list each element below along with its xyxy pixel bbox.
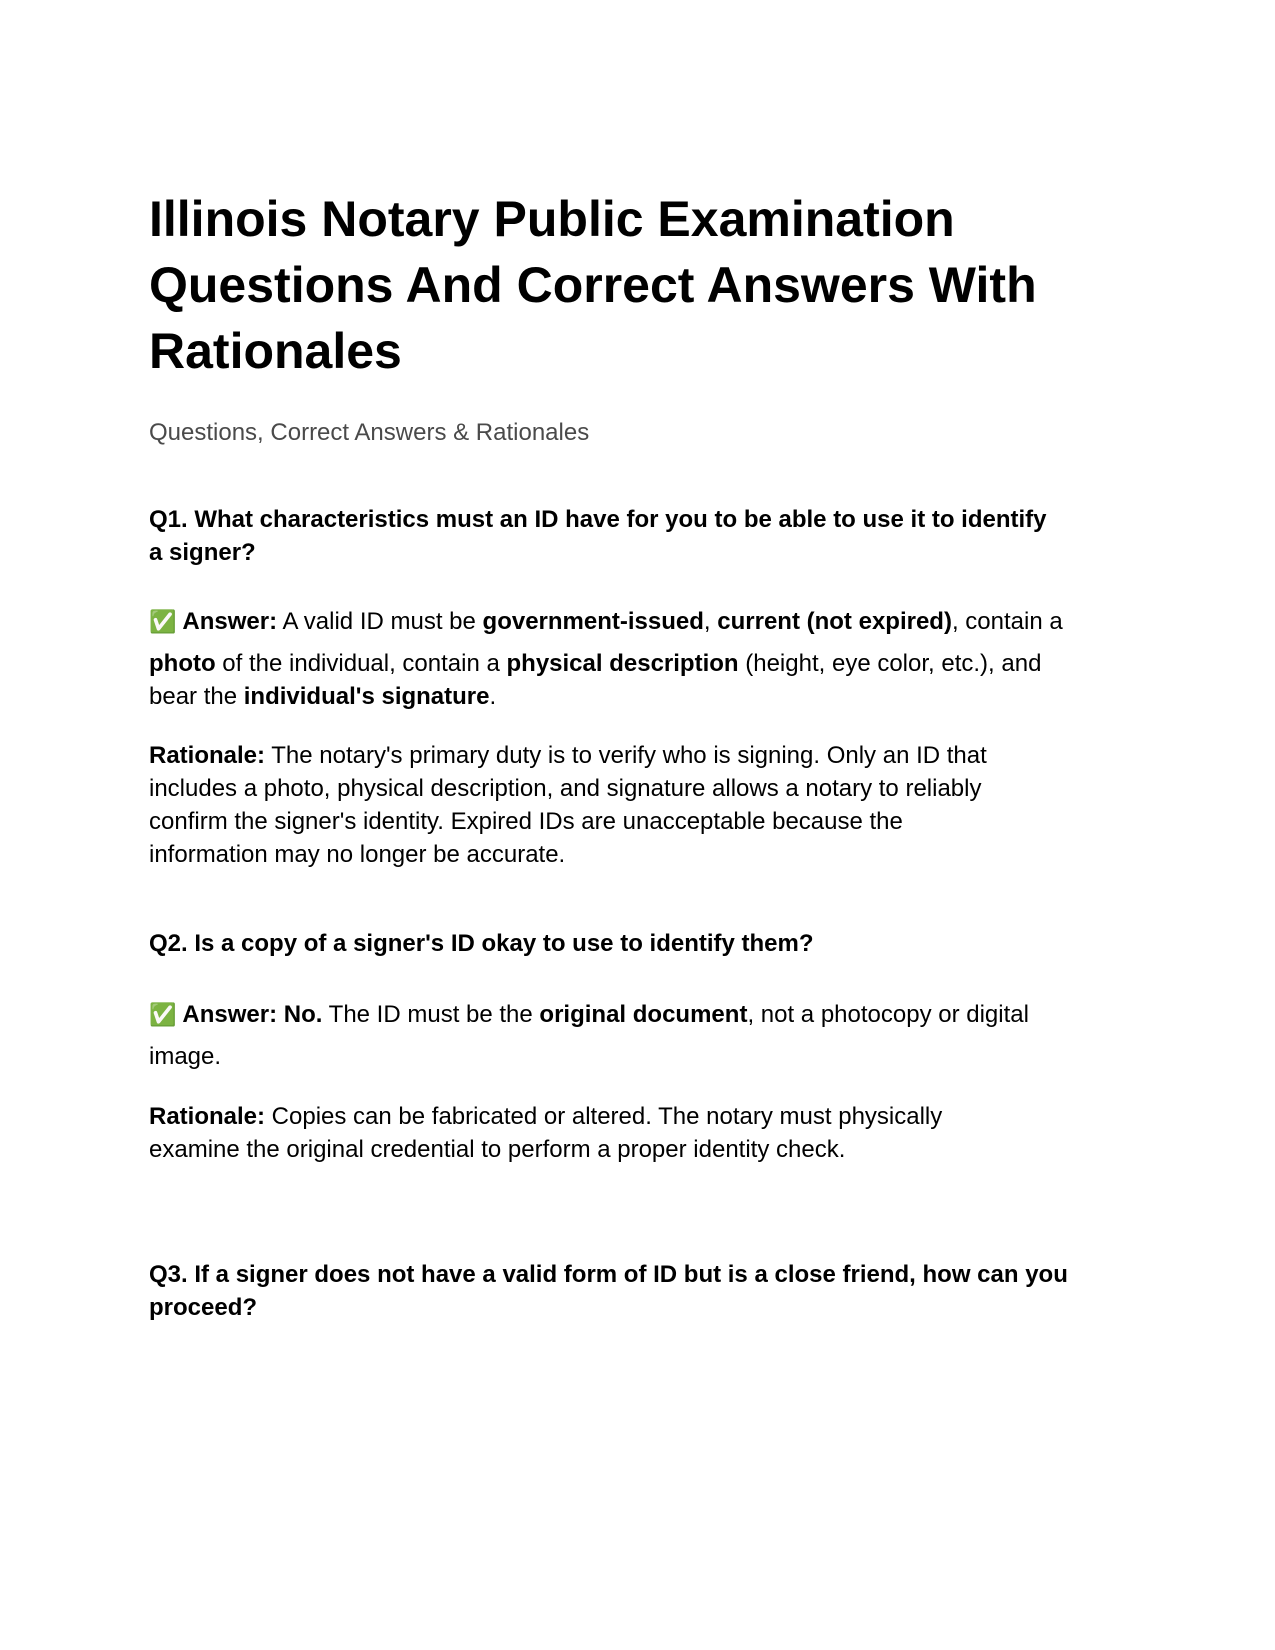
rationale-2-label: Rationale: [149, 1103, 266, 1130]
question-1: Q1. What characteristics must an ID have for you to be able to use it to identify a signer? [149, 506, 1047, 566]
answer-1-text-3: , contain a [951, 608, 1063, 635]
question-2: Q2. Is a copy of a signer's ID okay to use to identify them? [149, 930, 814, 957]
answer-1-bold-4: physical description [506, 650, 739, 677]
rationale-1-label: Rationale: [149, 742, 266, 769]
document-title: Illinois Notary Public Examination Questions And Correct Answers With Rationales [149, 191, 1037, 379]
answer-1-text-6: . [489, 683, 497, 710]
answer-1-bold-5: individual's signature [243, 683, 490, 710]
document-subtitle: Questions, Correct Answers & Rationales [149, 419, 590, 446]
rationale-2-text: Copies can be fabricated or altered. The notary must physically examine the original credential to perform a proper identity check. [149, 1103, 943, 1163]
answer-1-bold-1: government-issued [482, 608, 704, 635]
question-3: Q3. If a signer does not have a valid form of ID but is a close friend, how can you proceed? [149, 1261, 1068, 1321]
answer-1-text-4: of the individual, contain a [215, 650, 507, 677]
answer-1-bold-3: photo [149, 650, 216, 677]
check-icon: ✅ [149, 1003, 177, 1028]
rationale-2 [149, 1100, 969, 1166]
answer-2-text-3: image. [149, 1043, 222, 1070]
rationale-1-text: The notary's primary duty is to verify who is signing. Only an ID that includes a photo, physical description, and signature allows a notary to reliably confirm the signer's identity. Expired IDs are unacceptable because the information may no longer be accurate. [149, 742, 987, 868]
rationale-1 [149, 739, 989, 871]
check-icon: ✅ [149, 610, 177, 635]
answer-1 [149, 605, 1109, 713]
answer-1-label: Answer: [182, 608, 278, 635]
answer-2 [149, 998, 1109, 1073]
answer-2-bold-1: original document [539, 1001, 748, 1028]
answer-2-text-2: , not a photocopy or digital [747, 1001, 1029, 1028]
answer-1-text-2: , [703, 608, 718, 635]
answer-1-bold-2: current (not expired) [717, 608, 952, 635]
answer-2-text-1: The ID must be the [322, 1001, 540, 1028]
answer-1-text-1: A valid ID must be [277, 608, 483, 635]
answer-1-text-5: (height, eye color, etc.), and bear the [149, 650, 1042, 710]
answer-2-label: Answer: No. [182, 1001, 323, 1028]
